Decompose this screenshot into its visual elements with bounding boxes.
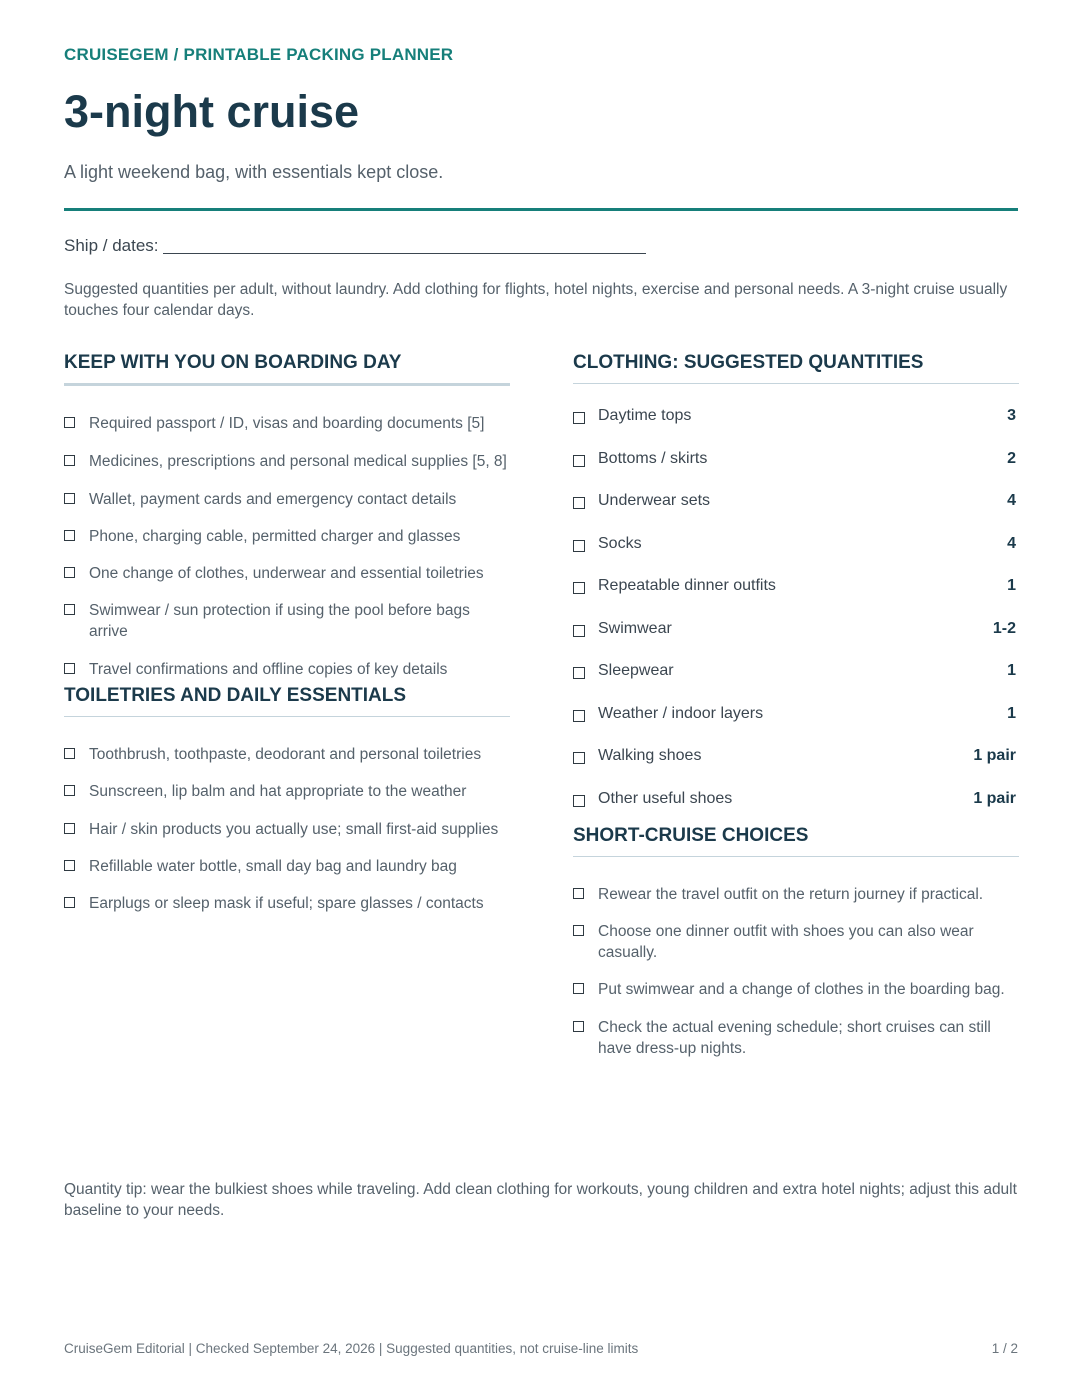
checkbox[interactable] [573,983,584,994]
quantity-row[interactable] [573,747,1019,790]
item-quantity: 4 [1007,534,1016,552]
checkbox[interactable] [573,888,584,899]
item-text: Swimwear / sun protection if using the pool before bags arrive [89,602,470,640]
checklist-item[interactable] [573,884,1019,905]
item-quantity: 2 [1007,449,1016,467]
checklist-item[interactable] [64,526,510,547]
item-text: Earplugs or sleep mask if useful; spare glasses / contacts [89,895,484,912]
toiletries-checklist [64,744,510,914]
checkbox[interactable] [64,748,75,759]
choices-checklist [573,884,1019,1059]
quantity-row[interactable] [573,535,1019,578]
checkbox[interactable] [64,530,75,541]
item-quantity: 1-2 [992,619,1016,637]
checkbox[interactable] [573,540,585,552]
item-quantity: 1 pair [973,747,1016,764]
checklist-item[interactable] [64,600,510,642]
item-text: Sunscreen, lip balm and hat appropriate to the weather [89,783,467,800]
ship-dates-label: Ship / dates: [64,236,159,255]
checklist-item[interactable] [64,744,510,765]
item-text: Phone, charging cable, permitted charger and glasses [89,528,461,545]
ship-dates-blank-line[interactable] [163,234,646,254]
checkbox[interactable] [573,455,585,467]
item-quantity: 1 [1007,577,1016,594]
quantity-row[interactable] [573,620,1019,663]
page-number: 1 / 2 [991,1341,1018,1356]
item-text: Hair / skin products you actually use; small first-aid supplies [89,821,499,838]
item-text: Travel confirmations and offline copies of key details [89,661,448,678]
checkbox[interactable] [64,417,75,428]
page-subtitle: A light weekend bag, with essentials kept close. [64,162,444,182]
toiletries-section-title: TOILETRIES AND DAILY ESSENTIALS [64,685,510,717]
clothing-quantity-table [573,407,1019,832]
item-text: Choose one dinner outfit with shoes you can also wear casually. [598,923,974,961]
clothing-section-title: CLOTHING: SUGGESTED QUANTITIES [573,352,1019,384]
checklist-item[interactable] [573,921,1019,963]
checkbox[interactable] [64,663,75,674]
checkbox[interactable] [573,710,585,722]
intro-paragraph: Suggested quantities per adult, without laundry. Add clothing for flights, hotel nights, exercise and personal needs. A 3-night cruise usually touches four calendar days. [64,281,1008,319]
quantity-row[interactable] [573,450,1019,493]
checklist-item[interactable] [573,979,1019,1000]
choices-section-title: SHORT-CRUISE CHOICES [573,825,1019,857]
checkbox[interactable] [64,785,75,796]
item-text: One change of clothes, underwear and essential toiletries [89,565,484,582]
item-quantity: 1 [1007,704,1016,722]
item-quantity: 4 [1007,492,1016,509]
checklist-item[interactable] [64,451,510,472]
quantity-row[interactable] [573,705,1019,748]
item-text: Put swimwear and a change of clothes in the boarding bag. [598,981,1005,998]
item-label: Other useful shoes [598,789,733,807]
item-quantity: 1 pair [973,789,1016,807]
boarding-checklist [64,413,510,680]
item-text: Wallet, payment cards and emergency contact details [89,491,457,508]
boarding-section-title: KEEP WITH YOU ON BOARDING DAY [64,352,510,386]
checklist-item[interactable] [64,489,510,510]
checkbox[interactable] [573,625,585,637]
checkbox[interactable] [573,582,585,594]
item-text: Toothbrush, toothpaste, deodorant and personal toiletries [89,746,482,763]
item-text: Required passport / ID, visas and boarding documents [5] [89,415,485,432]
publication-eyebrow: CRUISEGEM / PRINTABLE PACKING PLANNER [64,45,454,64]
item-label: Underwear sets [598,492,711,509]
checkbox[interactable] [573,412,585,424]
page-footer [64,1341,1018,1356]
quantity-row[interactable] [573,407,1019,450]
quantity-row[interactable] [573,577,1019,620]
quantity-row[interactable] [573,662,1019,705]
item-label: Swimwear [598,619,672,637]
item-label: Socks [598,534,642,552]
checkbox[interactable] [64,604,75,615]
checkbox[interactable] [573,1021,584,1032]
item-label: Repeatable dinner outfits [598,577,776,594]
checkbox[interactable] [64,493,75,504]
ship-dates-field[interactable] [64,234,646,256]
item-text: Medicines, prescriptions and personal medical supplies [5, 8] [89,453,507,470]
checklist-item[interactable] [64,563,510,584]
item-quantity: 3 [1007,407,1016,424]
checkbox[interactable] [64,567,75,578]
checklist-item[interactable] [64,856,510,877]
checklist-item[interactable] [573,1017,1019,1059]
item-text: Rewear the travel outfit on the return journey if practical. [598,886,984,903]
checkbox[interactable] [573,667,585,679]
left-column [64,352,510,914]
right-column [573,352,1019,1059]
page-title: 3-night cruise [64,86,360,137]
checkbox[interactable] [64,897,75,908]
checkbox[interactable] [573,497,585,509]
checklist-item[interactable] [64,819,510,840]
item-label: Daytime tops [598,407,692,424]
item-label: Walking shoes [598,747,702,764]
item-quantity: 1 [1007,662,1016,679]
item-label: Sleepwear [598,662,674,679]
quantity-row[interactable] [573,492,1019,535]
checkbox[interactable] [573,925,584,936]
checkbox[interactable] [573,795,585,807]
checklist-item[interactable] [64,659,510,680]
footer-credit: CruiseGem Editorial | Checked September 24, 2026 | Suggested quantities, not cruise-line limits [64,1341,639,1356]
item-label: Bottoms / skirts [598,449,708,467]
item-text: Refillable water bottle, small day bag and laundry bag [89,858,457,875]
quantity-tip: Quantity tip: wear the bulkiest shoes while traveling. Add clean clothing for workouts, young children and extra hotel nights; adjust this adult baseline to your needs. [64,1181,1017,1219]
checklist-item[interactable] [64,781,510,802]
checklist-item[interactable] [64,413,510,434]
item-text: Check the actual evening schedule; short cruises can still have dress-up nights. [598,1019,991,1057]
checklist-item[interactable] [64,893,510,914]
checkbox[interactable] [64,860,75,871]
checkbox[interactable] [64,823,75,834]
header-divider [64,208,1018,211]
item-label: Weather / indoor layers [598,704,764,722]
quantity-row[interactable] [573,790,1019,833]
checkbox[interactable] [64,455,75,466]
checkbox[interactable] [573,752,585,764]
